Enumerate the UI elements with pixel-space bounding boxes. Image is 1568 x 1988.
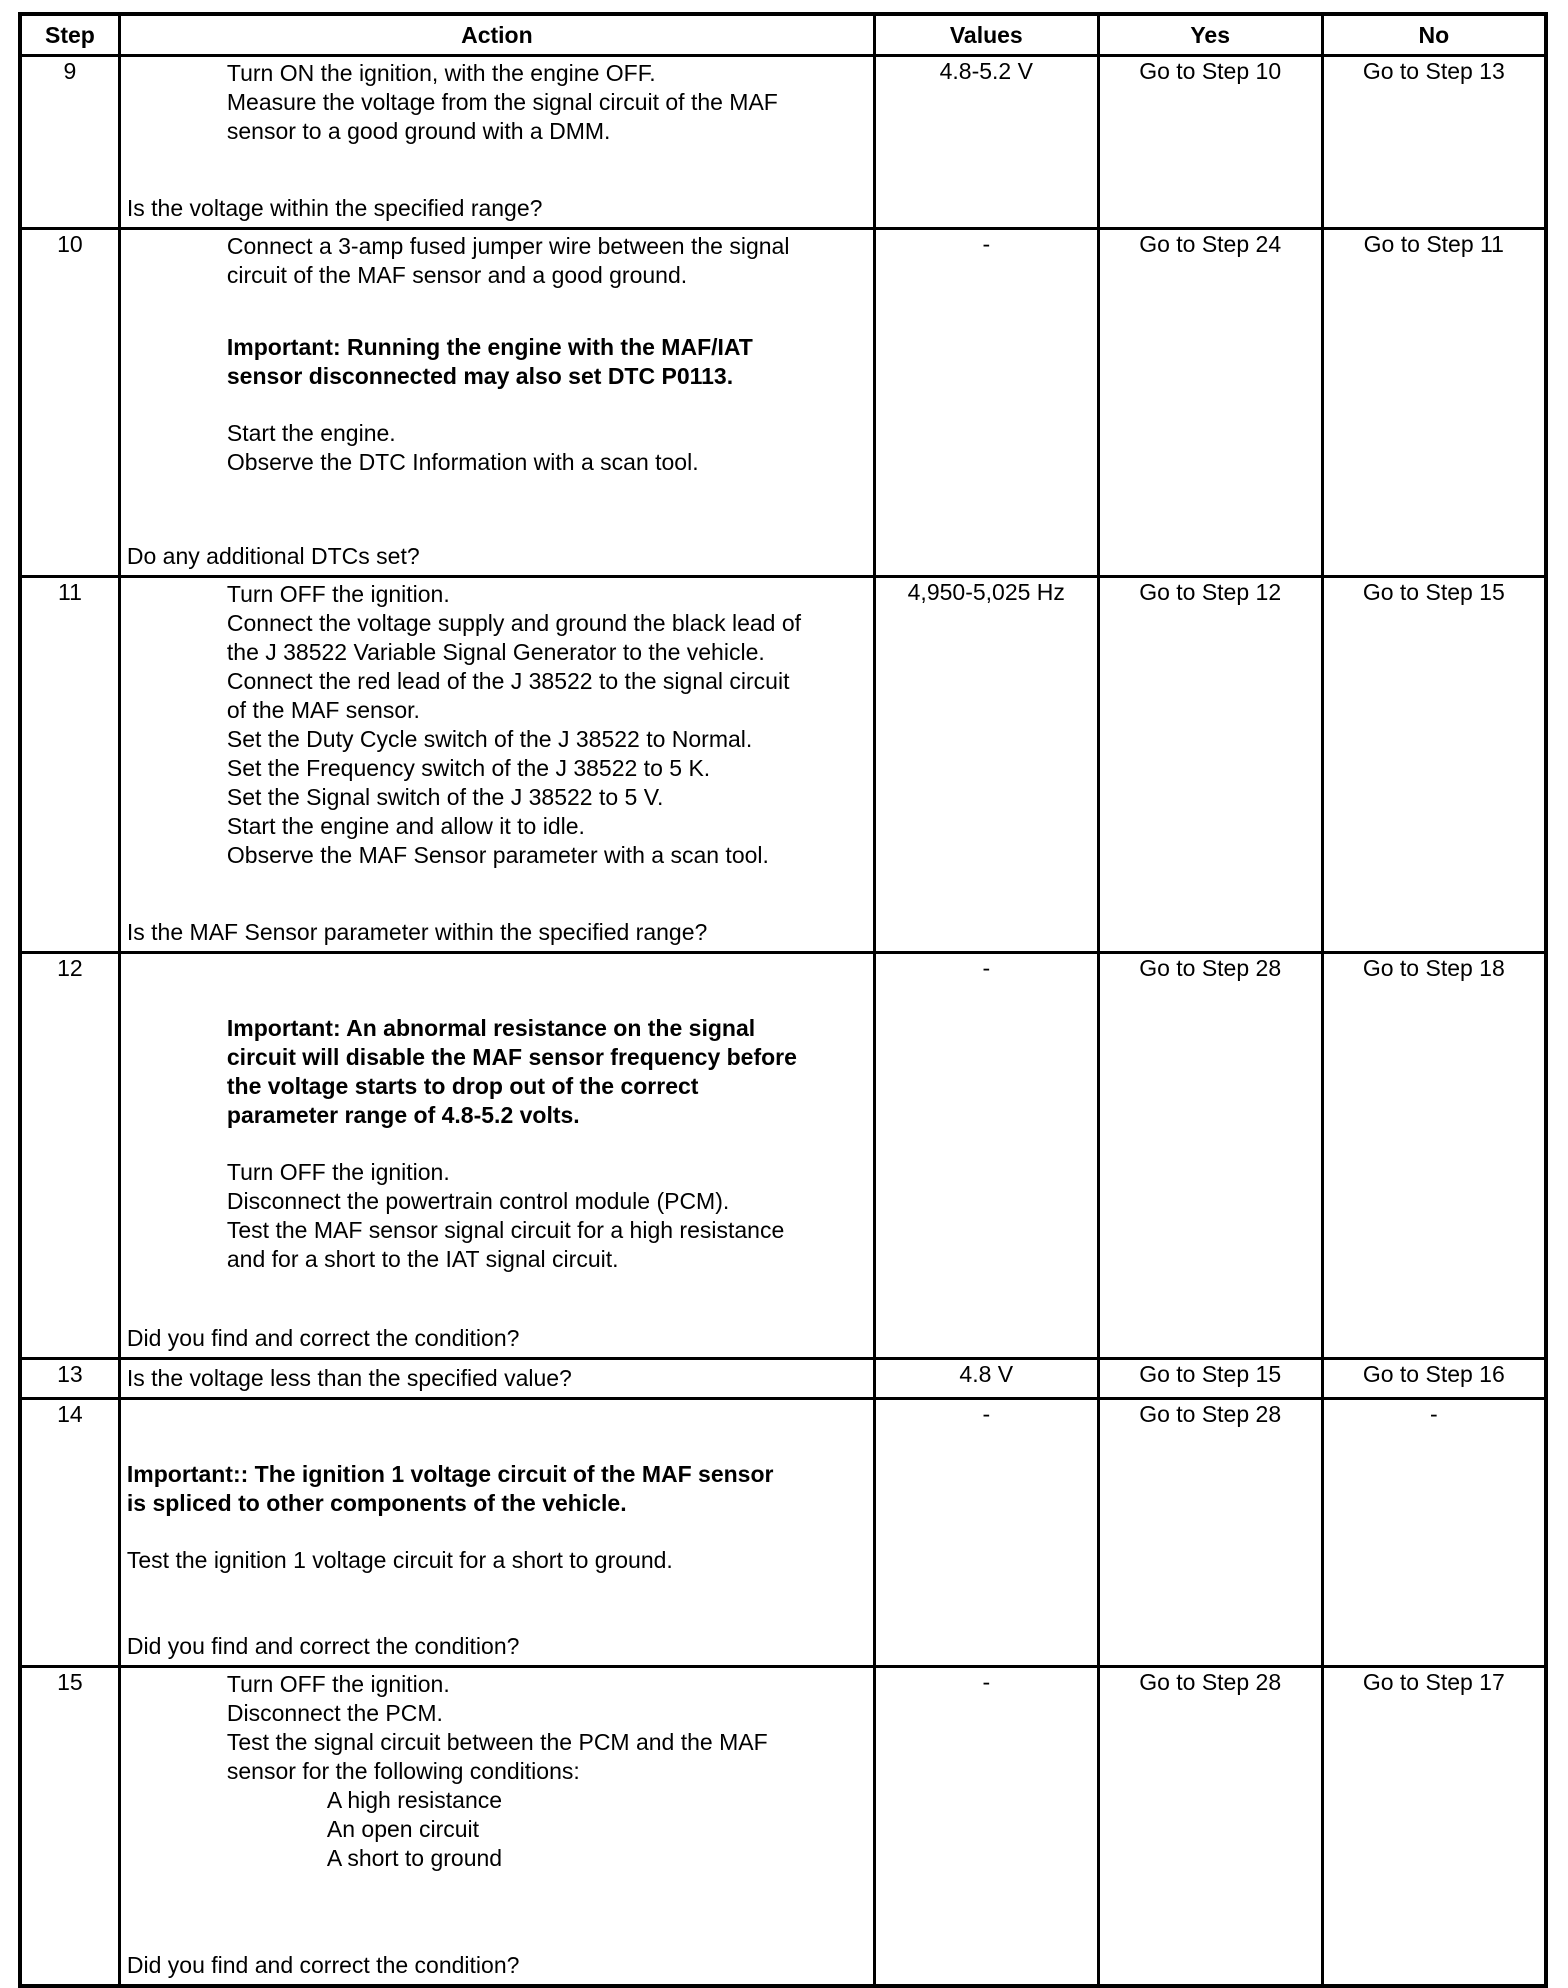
step-number: 15 [20,1667,119,1987]
action-line: Start the engine and allow it to idle. [226,813,585,839]
action-cell [119,1667,874,1987]
action-line: the J 38522 Variable Signal Generator to the vehicle. [226,639,765,665]
diagnostic-table [18,12,1548,1988]
no-cell: Go to Step 16 [1322,1359,1546,1399]
action-question: Is the voltage within the specified range? [126,195,543,221]
values-cell: 4.8 V [874,1359,1098,1399]
condition-item: A high resistance [326,1787,503,1813]
step-number: 9 [20,56,119,229]
action-line: Observe the MAF Sensor parameter with a scan tool. [226,842,769,868]
step-number: 13 [20,1359,119,1399]
important-note: circuit will disable the MAF sensor frequency before [226,1044,797,1070]
yes-cell: Go to Step 10 [1098,56,1322,229]
action-line: circuit of the MAF sensor and a good ground. [226,262,688,288]
no-cell: Go to Step 13 [1322,56,1546,229]
header-row [20,14,1546,56]
action-line: Observe the DTC Information with a scan tool. [226,449,699,475]
no-cell: Go to Step 17 [1322,1667,1546,1987]
header-action: Action [119,14,874,56]
action-line: Set the Signal switch of the J 38522 to 5 V. [226,784,664,810]
action-line: Measure the voltage from the signal circuit of the MAF [226,89,778,115]
step-number: 11 [20,577,119,953]
important-note: parameter range of 4.8-5.2 volts. [226,1102,580,1128]
table-row-step-13 [20,1359,1546,1399]
important-note: the voltage starts to drop out of the correct [226,1073,699,1099]
header-no: No [1322,14,1546,56]
action-cell [119,1399,874,1667]
action-question: Did you find and correct the condition? [126,1633,520,1659]
action-cell [119,1359,874,1399]
action-cell [119,229,874,577]
action-line: Turn OFF the ignition. [226,1159,450,1185]
action-line: Set the Frequency switch of the J 38522 to 5 K. [226,755,711,781]
values-cell: - [874,1399,1098,1667]
header-values: Values [874,14,1098,56]
action-question: Do any additional DTCs set? [126,543,420,569]
important-note: Important: An abnormal resistance on the signal [226,1015,756,1041]
action-question: Is the MAF Sensor parameter within the specified range? [126,919,708,945]
header-yes: Yes [1098,14,1322,56]
action-line: Connect the voltage supply and ground the black lead of [226,610,802,636]
values-cell: - [874,953,1098,1359]
action-line: Turn OFF the ignition. [226,581,450,607]
action-question: Is the voltage less than the specified value? [126,1365,572,1391]
action-question: Did you find and correct the condition? [126,1325,520,1351]
action-line: of the MAF sensor. [226,697,420,723]
condition-item: An open circuit [326,1816,480,1842]
action-cell [119,577,874,953]
action-cell [119,953,874,1359]
action-line: Connect the red lead of the J 38522 to the signal circuit [226,668,790,694]
important-note: sensor disconnected may also set DTC P0113. [226,363,734,389]
action-line: Set the Duty Cycle switch of the J 38522 to Normal. [226,726,753,752]
step-number: 10 [20,229,119,577]
action-line: Turn OFF the ignition. [226,1671,450,1697]
table-row-step-11 [20,577,1546,953]
values-cell: - [874,229,1098,577]
action-line: Test the ignition 1 voltage circuit for a short to ground. [126,1547,673,1573]
values-cell: 4,950-5,025 Hz [874,577,1098,953]
table-row-step-9 [20,56,1546,229]
action-line: Turn ON the ignition, with the engine OFF. [226,60,656,86]
action-line: Disconnect the PCM. [226,1700,443,1726]
no-cell: Go to Step 15 [1322,577,1546,953]
action-line: sensor for the following conditions: [226,1758,580,1784]
condition-item: A short to ground [326,1845,503,1871]
important-note: Important: Running the engine with the MAF/IAT [226,334,753,360]
yes-cell: Go to Step 15 [1098,1359,1322,1399]
no-cell: - [1322,1399,1546,1667]
yes-cell: Go to Step 24 [1098,229,1322,577]
action-cell [119,56,874,229]
action-line: Connect a 3-amp fused jumper wire between the signal [226,233,790,259]
no-cell: Go to Step 11 [1322,229,1546,577]
no-cell: Go to Step 18 [1322,953,1546,1359]
table-row-step-14 [20,1399,1546,1667]
action-line: Test the signal circuit between the PCM and the MAF [226,1729,768,1755]
yes-cell: Go to Step 12 [1098,577,1322,953]
action-line: Test the MAF sensor signal circuit for a high resistance [226,1217,785,1243]
yes-cell: Go to Step 28 [1098,1399,1322,1667]
table-row-step-15 [20,1667,1546,1987]
values-cell: - [874,1667,1098,1987]
step-number: 14 [20,1399,119,1667]
action-line: sensor to a good ground with a DMM. [226,118,611,144]
action-question: Did you find and correct the condition? [126,1952,520,1978]
step-number: 12 [20,953,119,1359]
yes-cell: Go to Step 28 [1098,953,1322,1359]
important-note: Important:: The ignition 1 voltage circuit of the MAF sensor [126,1461,774,1487]
action-line: Disconnect the powertrain control module (PCM). [226,1188,730,1214]
action-line: and for a short to the IAT signal circuit. [226,1246,619,1272]
action-line: Start the engine. [226,420,396,446]
table-row-step-12 [20,953,1546,1359]
values-cell: 4.8-5.2 V [874,56,1098,229]
table-row-step-10 [20,229,1546,577]
important-note: is spliced to other components of the vehicle. [126,1490,627,1516]
header-step: Step [20,14,119,56]
yes-cell: Go to Step 28 [1098,1667,1322,1987]
